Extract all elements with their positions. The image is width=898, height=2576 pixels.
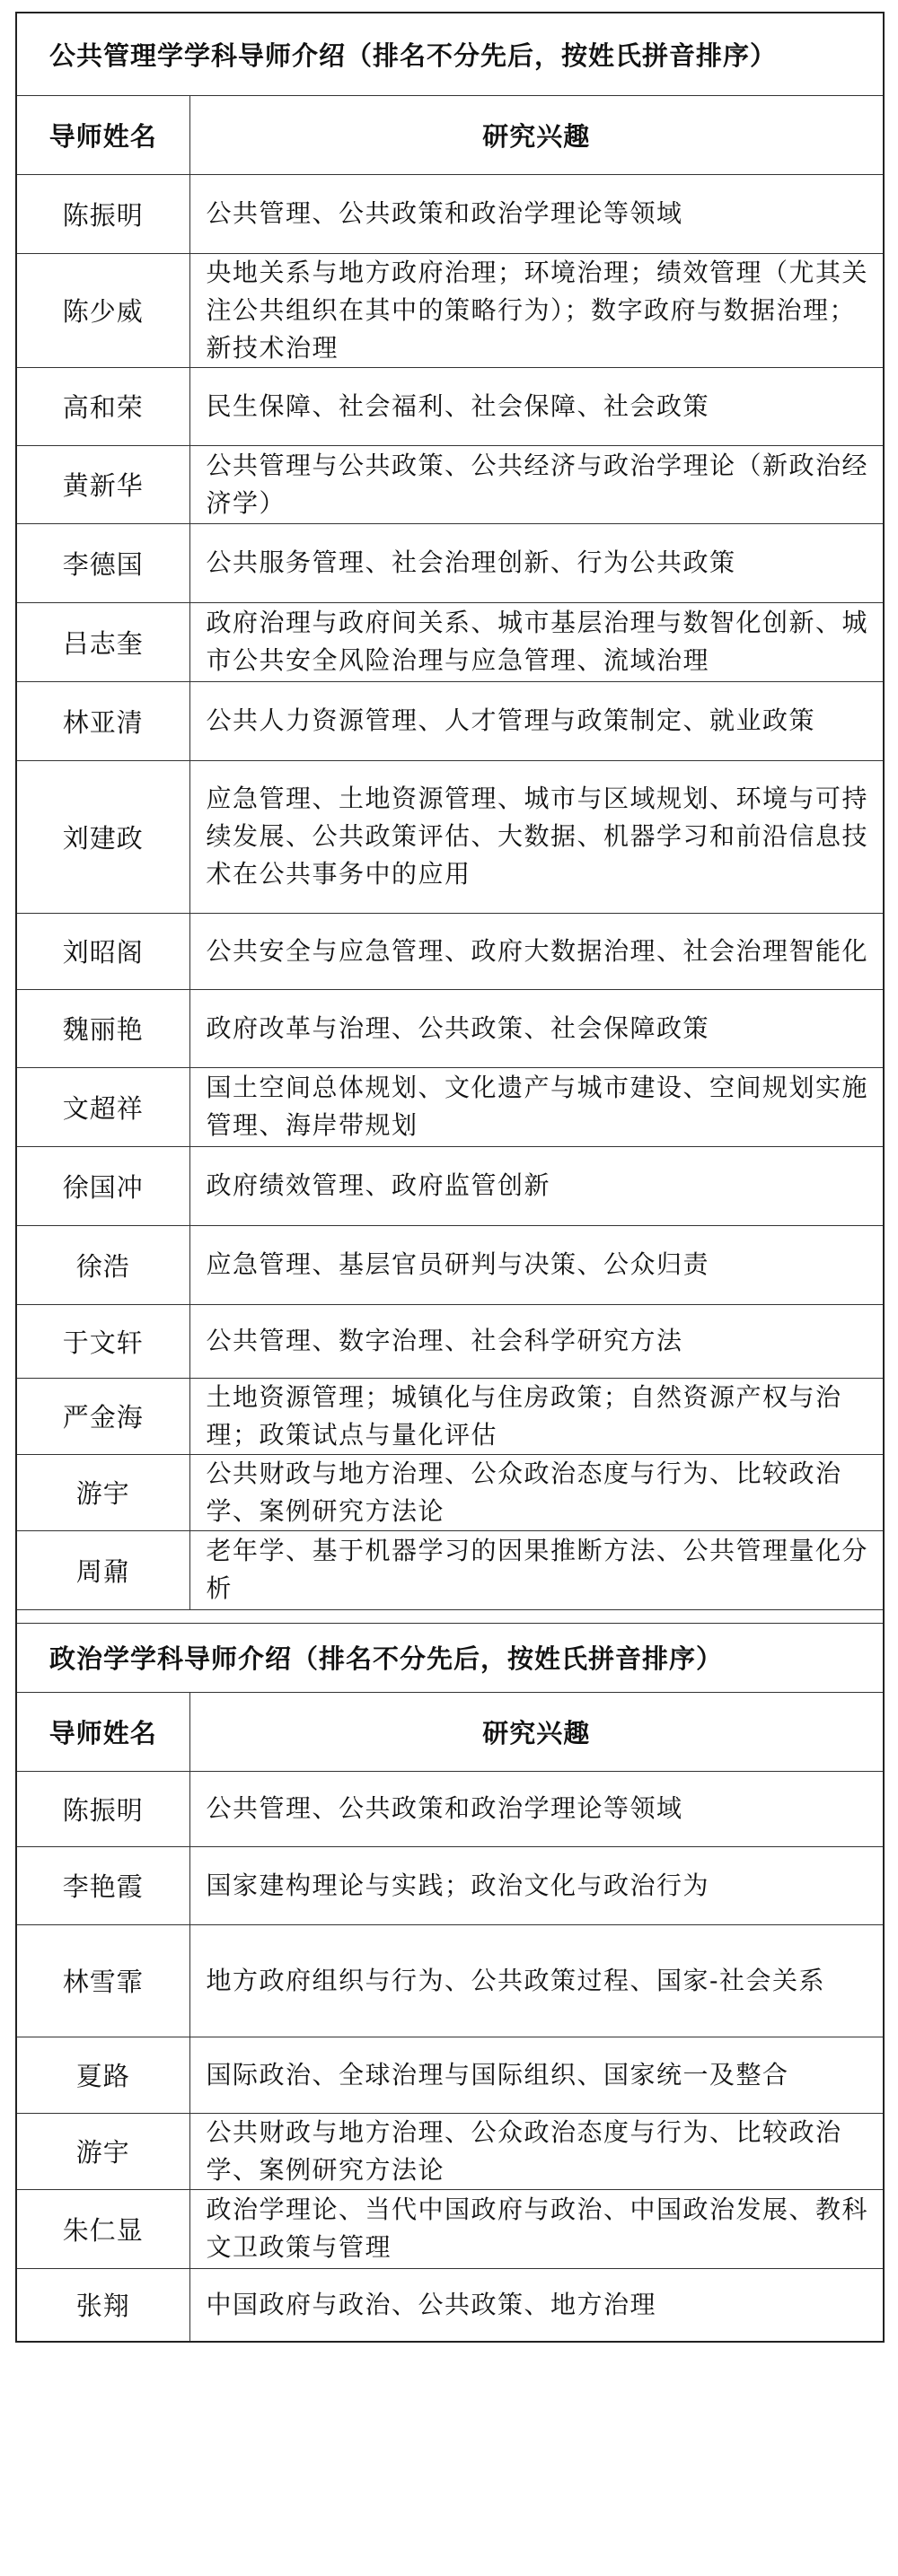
mentor-name: 黄新华 [16,445,189,523]
mentor-name: 游宇 [16,1454,189,1530]
mentor-name: 徐浩 [16,1225,189,1304]
table-row [16,913,884,989]
mentor-table [15,12,885,2343]
research-interest: 公共管理、公共政策和政治学理论等领域 [189,174,884,253]
table-row [16,2113,884,2189]
table-header-row [16,1692,884,1771]
column-header-interest: 研究兴趣 [189,95,884,174]
table-row [16,1304,884,1378]
table-header-row [16,95,884,174]
column-header-interest: 研究兴趣 [189,1692,884,1771]
mentor-table-body [16,13,884,2342]
research-interest: 公共财政与地方治理、公众政治态度与行为、比较政治学、案例研究方法论 [189,2113,884,2189]
table-row [16,523,884,602]
mentor-name: 周鼐 [16,1530,189,1609]
table-row [16,681,884,760]
mentor-name: 林亚清 [16,681,189,760]
table-row [16,1454,884,1530]
research-interest: 公共管理、数字治理、社会科学研究方法 [189,1304,884,1378]
research-interest: 国土空间总体规划、文化遗产与城市建设、空间规划实施管理、海岸带规划 [189,1067,884,1146]
research-interest: 央地关系与地方政府治理；环境治理；绩效管理（尤其关注公共组织在其中的策略行为）；数字政府与数据治理；新技术治理 [189,253,884,367]
mentor-name: 张翔 [16,2268,189,2342]
mentor-name: 魏丽艳 [16,989,189,1067]
mentor-name: 吕志奎 [16,602,189,681]
research-interest: 公共人力资源管理、人才管理与政策制定、就业政策 [189,681,884,760]
research-interest: 政府改革与治理、公共政策、社会保障政策 [189,989,884,1067]
table-row [16,1846,884,1924]
section-spacer [16,1609,884,1623]
table-row [16,2189,884,2268]
column-header-name: 导师姓名 [16,1692,189,1771]
column-header-name: 导师姓名 [16,95,189,174]
research-interest: 政府绩效管理、政府监管创新 [189,1146,884,1225]
section-title-row [16,1623,884,1692]
research-interest: 应急管理、基层官员研判与决策、公众归责 [189,1225,884,1304]
mentor-name: 徐国冲 [16,1146,189,1225]
mentor-name: 陈振明 [16,1771,189,1846]
table-row [16,445,884,523]
research-interest: 公共安全与应急管理、政府大数据治理、社会治理智能化 [189,913,884,989]
research-interest: 公共财政与地方治理、公众政治态度与行为、比较政治学、案例研究方法论 [189,1454,884,1530]
section-spacer-cell [16,1609,884,1623]
research-interest: 国际政治、全球治理与国际组织、国家统一及整合 [189,2037,884,2113]
mentor-name: 李艳霞 [16,1846,189,1924]
table-row [16,760,884,913]
mentor-name: 高和荣 [16,367,189,445]
mentor-name: 夏路 [16,2037,189,2113]
research-interest: 中国政府与政治、公共政策、地方治理 [189,2268,884,2342]
research-interest: 民生保障、社会福利、社会保障、社会政策 [189,367,884,445]
research-interest: 应急管理、土地资源管理、城市与区域规划、环境与可持续发展、公共政策评估、大数据、机器学习和前沿信息技术在公共事务中的应用 [189,760,884,913]
research-interest: 政府治理与政府间关系、城市基层治理与数智化创新、城市公共安全风险治理与应急管理、流域治理 [189,602,884,681]
mentor-name: 刘建政 [16,760,189,913]
mentor-list-sheet [15,12,883,2343]
research-interest: 地方政府组织与行为、公共政策过程、国家-社会关系 [189,1924,884,2037]
mentor-name: 游宇 [16,2113,189,2189]
table-row [16,1378,884,1454]
research-interest: 公共管理与公共政策、公共经济与政治学理论（新政治经济学） [189,445,884,523]
table-row [16,1530,884,1609]
mentor-name: 严金海 [16,1378,189,1454]
research-interest: 国家建构理论与实践；政治文化与政治行为 [189,1846,884,1924]
section-title: 公共管理学学科导师介绍（排名不分先后，按姓氏拼音排序） [16,13,884,95]
mentor-name: 陈振明 [16,174,189,253]
section-title-row [16,13,884,95]
table-row [16,1225,884,1304]
mentor-name: 李德国 [16,523,189,602]
mentor-name: 林雪霏 [16,1924,189,2037]
research-interest: 公共管理、公共政策和政治学理论等领域 [189,1771,884,1846]
research-interest: 政治学理论、当代中国政府与政治、中国政治发展、教科文卫政策与管理 [189,2189,884,2268]
table-row [16,253,884,367]
table-row [16,174,884,253]
mentor-name: 陈少威 [16,253,189,367]
section-title: 政治学学科导师介绍（排名不分先后，按姓氏拼音排序） [16,1623,884,1692]
table-row [16,1067,884,1146]
research-interest: 公共服务管理、社会治理创新、行为公共政策 [189,523,884,602]
table-row [16,1771,884,1846]
table-row [16,367,884,445]
table-row [16,602,884,681]
mentor-name: 文超祥 [16,1067,189,1146]
table-row [16,2268,884,2342]
table-row [16,989,884,1067]
table-row [16,1146,884,1225]
table-row [16,1924,884,2037]
research-interest: 土地资源管理；城镇化与住房政策；自然资源产权与治理；政策试点与量化评估 [189,1378,884,1454]
research-interest: 老年学、基于机器学习的因果推断方法、公共管理量化分析 [189,1530,884,1609]
table-row [16,2037,884,2113]
mentor-name: 朱仁显 [16,2189,189,2268]
mentor-name: 刘昭阁 [16,913,189,989]
mentor-name: 于文轩 [16,1304,189,1378]
